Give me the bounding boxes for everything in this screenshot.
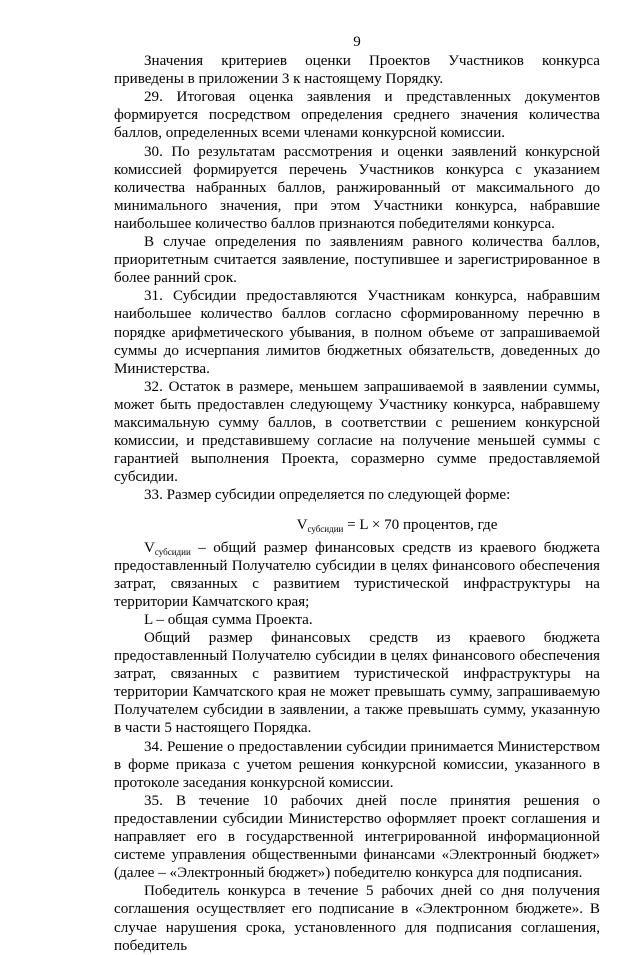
- formula-expression: = L × 70 процентов, где: [343, 517, 498, 534]
- paragraph-winner-signing: Победитель конкурса в течение 5 рабочих дней со дня получения соглашения осуществляет его подписание в «Электронном бюджете». В случае нарушения срока, установленного для подписания соглашения, победитель: [114, 883, 600, 954]
- v-symbol: V: [144, 539, 155, 556]
- formula-v: V: [296, 517, 308, 534]
- page-body: [114, 33, 600, 955]
- paragraph-30-equal-scores: В случае определения по заявлениям равного количества баллов, приоритетным считается заявление, поступившее и зарегистрированное в более ранний срок.: [114, 234, 600, 287]
- page-number: 9: [353, 34, 361, 50]
- paragraph-total-limit: Общий размер финансовых средств из краевого бюджета предоставленный Получателю субсидии в целях финансового обеспечения затрат, связанных с развитием туристической инфраструктуры на территории Камчатского края не может превышать сумму, запрашиваемую Получателем субсидии в заявлении, а также превышать сумму, указанную в части 5 настоящего Порядка.: [114, 630, 600, 737]
- subsidy-formula: [114, 516, 600, 534]
- v-definition-text: – общий размер финансовых средств из краевого бюджета предоставленный Получателю субсидии в целях финансового обеспечения затрат, связанных с развитием туристической инфраструктуры на территории Камчатского края;: [114, 539, 600, 610]
- paragraph-29: 29. Итоговая оценка заявления и представленных документов формируется посредством определения среднего значения количества баллов, определенных всеми членами конкурсной комиссии.: [114, 89, 600, 142]
- paragraph-33: 33. Размер субсидии определяется по следующей форме:: [144, 487, 511, 504]
- paragraph-30: 30. По результатам рассмотрения и оценки заявлений конкурсной комиссией формируется перечень Участников конкурса с указанием количества набранных баллов, ранжированный от максимального до минимального значения, при этом Участники конкурса, набравшие наибольшее количество баллов признаются победителями конкурса.: [114, 143, 600, 232]
- formula-v-subscript: субсидии: [307, 524, 344, 535]
- paragraph-32: 32. Остаток в размере, меньшем запрашиваемой в заявлении суммы, может быть предоставлен следующему Участнику конкурса, набравшему максимальную сумму баллов, в соответствии с решением конкурсной комиссии, и представившему согласие на получение меньшей суммы с гарантией выполнения Проекта, соразмерно сумме предоставляемой субсидии.: [114, 378, 600, 486]
- paragraph-34: 34. Решение о предоставлении субсидии принимается Министерством в форме приказа с учетом решения конкурсной комиссии, указанного в протоколе заседания конкурсной комиссии.: [114, 738, 600, 791]
- v-symbol-subscript: субсидии: [154, 546, 191, 557]
- paragraph-31: 31. Субсидии предоставляются Участникам конкурса, набравшим наибольшее количество баллов согласно сформированному перечню в порядке арифметического убывания, в полном объеме от запрашиваемой суммы до исчерпания лимитов бюджетных обязательств, доведенных до Министерства.: [114, 288, 600, 377]
- paragraph-v-definition: [114, 539, 600, 611]
- paragraph-l-definition: L – общая сумма Проекта.: [144, 611, 313, 628]
- paragraph-35: 35. В течение 10 рабочих дней после принятия решения о предоставлении субсидии Министерство оформляет проект соглашения и направляет его в государственной интегрированной информационной системе управления общественными финансами «Электронный бюджет» (далее – «Электронный бюджет») победителю конкурса для подписания.: [114, 792, 600, 882]
- paragraph-criteria: Значения критериев оценки Проектов Участников конкурса приведены в приложении 3 к настоящему Порядку.: [114, 53, 600, 88]
